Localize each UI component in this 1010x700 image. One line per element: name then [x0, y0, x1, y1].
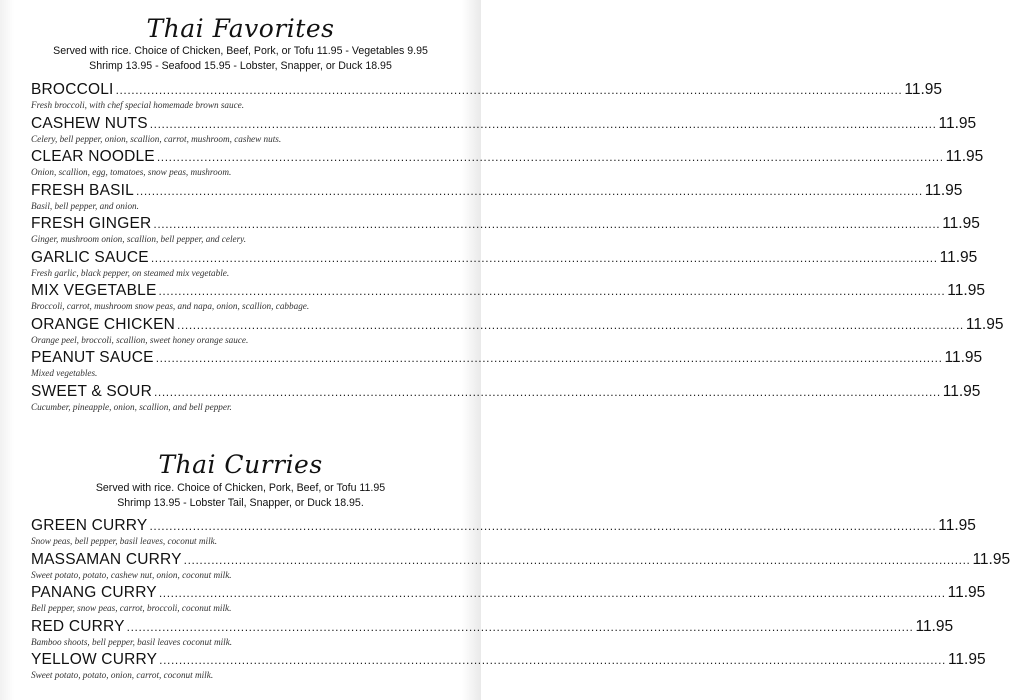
menu-item-row [31, 516, 976, 536]
menu-item-name: GARLIC SAUCE [31, 248, 149, 266]
menu-item-name: YELLOW CURRY [31, 651, 158, 668]
favorites-menu-item [31, 214, 980, 248]
menu-item-name: FRESH GINGER [31, 215, 152, 232]
dot-leader: ........................................................................................................................................................................................................ [150, 250, 938, 265]
menu-item-price: 11.95 [924, 181, 963, 199]
menu-item-description: Mixed vegetables. [31, 368, 98, 378]
menu-item-price: 11.95 [942, 215, 980, 232]
menu-item-name: MASSAMAN CURRY [31, 550, 182, 568]
menu-item-price: 11.95 [947, 584, 986, 601]
dot-leader: ........................................................................................................................................................................................................ [153, 384, 941, 399]
menu-item-price: 11.95 [904, 81, 942, 98]
dot-leader: ........................................................................................................................................................................................................ [156, 150, 944, 164]
dot-leader: ........................................................................................................................................................................................................ [153, 217, 941, 231]
menu-item-name: PANANG CURRY [31, 584, 157, 601]
menu-item-description: Basil, bell pepper, and onion. [31, 200, 139, 211]
favorites-menu-item [31, 315, 1004, 349]
menu-item-name: FRESH BASIL [31, 181, 134, 199]
curries-menu-item [31, 583, 986, 617]
menu-item-row [31, 114, 977, 134]
menu-item-name: ORANGE CHICKEN [31, 315, 176, 333]
curries-menu-item [31, 650, 986, 684]
menu-item-description: Onion, scallion, egg, tomatoes, snow peas, mushroom. [31, 167, 232, 177]
favorites-menu-item [31, 248, 978, 282]
menu-item-row [31, 348, 983, 368]
menu-item-description: Sweet potato, potato, cashew nut, onion, coconut milk. [31, 569, 232, 580]
menu-item-name: PEANUT SAUCE [31, 349, 154, 366]
menu-item-description: Cucumber, pineapple, onion, scallion, and bell pepper. [31, 401, 232, 412]
menu-item-name: GREEN CURRY [31, 517, 148, 534]
menu-item-price: 11.95 [942, 382, 981, 400]
menu-item-row [31, 248, 978, 268]
menu-item-name: MIX VEGETABLE [31, 282, 157, 299]
curries-list [31, 516, 1010, 684]
dot-leader: ........................................................................................................................................................................................................ [183, 552, 971, 567]
menu-item-price: 11.95 [972, 550, 1010, 568]
menu-item-price: 11.95 [938, 517, 976, 534]
menu-item-description: Celery, bell pepper, onion, scallion, carrot, mushroom, cashew nuts. [31, 133, 282, 144]
curries-title: Thai Curries [158, 450, 323, 479]
curries-menu-item [31, 550, 1010, 584]
favorites-menu-item [31, 382, 981, 416]
dot-leader: ........................................................................................................................................................................................................ [177, 317, 964, 332]
menu-item-description: Bell pepper, snow peas, carrot, broccoli, coconut milk. [31, 603, 232, 613]
menu-item-name: CASHEW NUTS [31, 114, 148, 132]
curries-menu-item [31, 617, 954, 651]
menu-item-row [31, 147, 984, 167]
menu-item-name: RED CURRY [31, 617, 125, 635]
menu-item-row [31, 382, 981, 402]
favorites-subtitle-line1: Served with rice. Choice of Chicken, Beef, Pork, or Tofu 11.95 - Vegetables 9.95 [53, 45, 428, 57]
curries-menu-item [31, 516, 976, 550]
menu-item-description: Sweet potato, potato, onion, carrot, coconut milk. [31, 670, 214, 680]
dot-leader: ........................................................................................................................................................................................................ [115, 83, 903, 97]
favorites-title: Thai Favorites [146, 14, 335, 43]
menu-item-row [31, 650, 986, 670]
menu-item-description: Bamboo shoots, bell pepper, basil leaves coconut milk. [31, 636, 233, 647]
favorites-menu-item [31, 348, 983, 382]
dot-leader: ........................................................................................................................................................................................................ [149, 116, 937, 131]
dot-leader: ........................................................................................................................................................................................................ [126, 619, 914, 634]
favorites-menu-item [31, 181, 963, 215]
menu-item-row [31, 281, 985, 301]
dot-leader: ........................................................................................................................................................................................................ [158, 284, 946, 298]
menu-item-description: Snow peas, bell pepper, basil leaves, coconut milk. [31, 536, 218, 546]
menu-item-description: Broccoli, carrot, mushroom snow peas, and napa, onion, scallion, cabbage. [31, 301, 310, 311]
dot-leader: ........................................................................................................................................................................................................ [149, 519, 937, 533]
menu-item-row [31, 181, 963, 201]
favorites-subtitle-line2: Shrimp 13.95 - Seafood 15.95 - Lobster, Snapper, or Duck 18.95 [89, 60, 392, 72]
dot-leader: ........................................................................................................................................................................................................ [135, 183, 923, 198]
menu-item-row [31, 214, 980, 234]
menu-item-description: Orange peel, broccoli, scallion, sweet honey orange sauce. [31, 334, 249, 345]
menu-item-price: 11.95 [945, 148, 984, 165]
menu-item-row [31, 315, 1004, 335]
menu-item-description: Ginger, mushroom onion, scallion, bell pepper, and celery. [31, 234, 247, 244]
menu-item-description: Fresh garlic, black pepper, on steamed mix vegetable. [31, 267, 230, 278]
menu-item-row [31, 583, 986, 603]
dot-leader: ........................................................................................................................................................................................................ [155, 351, 943, 365]
favorites-menu-item [31, 80, 942, 114]
menu-item-price: 11.95 [947, 282, 985, 299]
menu-item-price: 11.95 [938, 114, 977, 132]
curries-subtitle-line1: Served with rice. Choice of Chicken, Pork, Beef, or Tofu 11.95 [95, 482, 386, 494]
menu-item-price: 11.95 [947, 651, 986, 668]
dot-leader: ........................................................................................................................................................................................................ [159, 653, 946, 667]
favorites-list [31, 80, 1004, 415]
menu-item-price: 11.95 [915, 617, 954, 635]
menu-item-name: BROCCOLI [31, 81, 114, 98]
dot-leader: ........................................................................................................................................................................................................ [158, 586, 946, 600]
favorites-menu-item [31, 114, 977, 148]
menu-item-row [31, 80, 942, 100]
menu-item-price: 11.95 [939, 248, 978, 266]
menu-item-row [31, 617, 954, 637]
menu-item-name: SWEET & SOUR [31, 382, 152, 400]
menu-item-row [31, 550, 1010, 570]
curries-subtitle-line2: Shrimp 13.95 - Lobster Tail, Snapper, or Duck 18.95. [117, 497, 364, 509]
menu-item-price: 11.95 [944, 349, 983, 366]
menu-item-name: CLEAR NOODLE [31, 148, 155, 165]
favorites-menu-item [31, 147, 984, 181]
favorites-menu-item [31, 281, 985, 315]
menu-item-description: Fresh broccoli, with chef special homemade brown sauce. [31, 100, 245, 110]
menu-item-price: 11.95 [965, 315, 1004, 333]
